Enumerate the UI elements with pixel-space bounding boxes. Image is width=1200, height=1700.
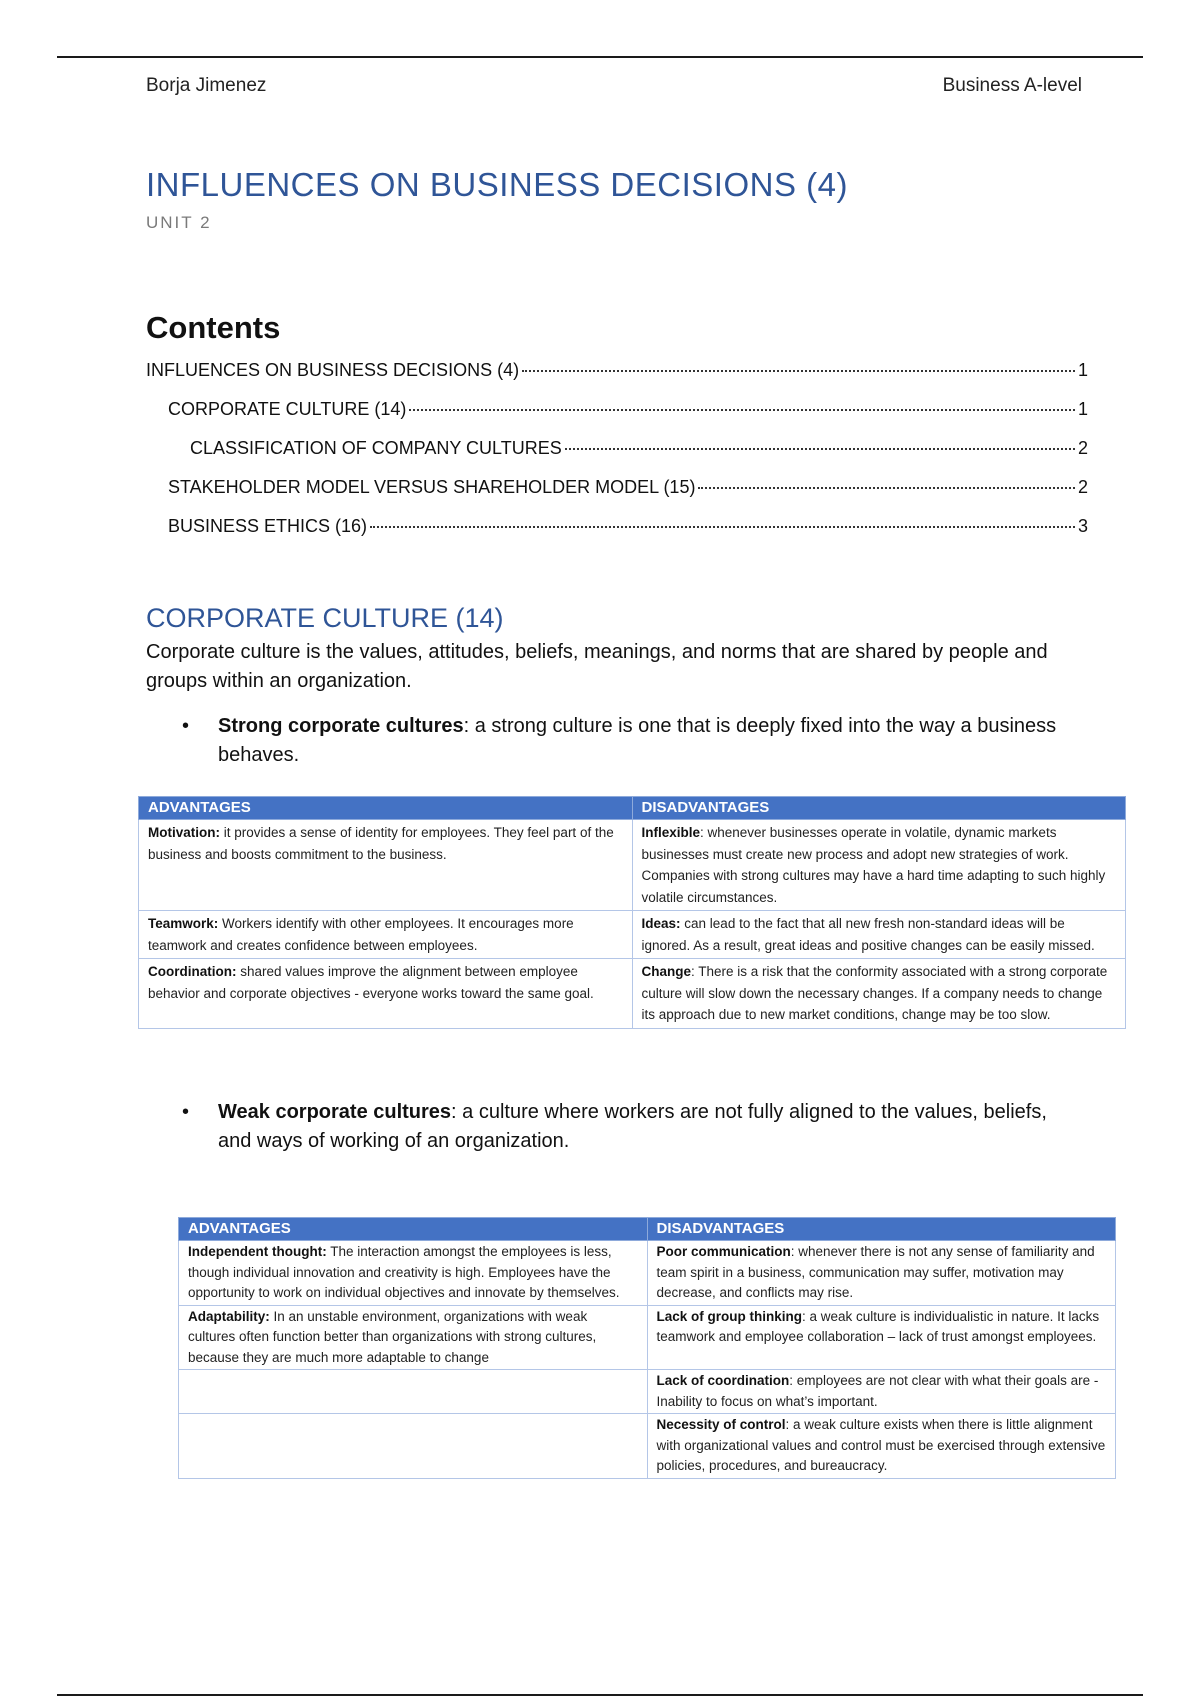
- bullet-term: Strong corporate cultures: [218, 715, 464, 737]
- cell-text: it provides a sense of identity for employees. They feel part of the business and boosts commitment to the business.: [148, 825, 614, 862]
- toc-leader: [565, 448, 1075, 450]
- table-header-row: [179, 1218, 1116, 1241]
- footer-rule: [57, 1694, 1143, 1696]
- header-rule: [57, 56, 1143, 58]
- bullet-dot-icon: •: [182, 715, 190, 737]
- table-row: [179, 1370, 1116, 1414]
- cell-text: : whenever there is not any sense of familiarity and team spirit in a business, communication may suffer, motivation may decrease, and conflicts may rise.: [656, 1244, 1095, 1300]
- header-course: Business A-level: [942, 75, 1082, 96]
- cell-term: Coordination:: [148, 964, 237, 979]
- disadvantage-cell: [632, 911, 1126, 959]
- cell-term: Lack of coordination: [656, 1373, 790, 1388]
- table-row: [139, 820, 1126, 911]
- table-row: [179, 1414, 1116, 1479]
- header-author: Borja Jimenez: [146, 75, 267, 96]
- toc-entry-label: BUSINESS ETHICS (16): [168, 516, 368, 536]
- toc-entry-label: STAKEHOLDER MODEL VERSUS SHAREHOLDER MODEL (15): [168, 477, 696, 497]
- advantage-cell: [179, 1241, 648, 1306]
- cell-term: Motivation:: [148, 825, 220, 840]
- advantage-cell: [179, 1305, 648, 1370]
- disadvantage-cell: [647, 1241, 1116, 1306]
- toc-entry-label: INFLUENCES ON BUSINESS DECISIONS (4): [146, 360, 520, 380]
- toc-entry-label: CLASSIFICATION OF COMPANY CULTURES: [190, 438, 562, 458]
- disadvantage-cell: [632, 959, 1126, 1029]
- document-title: INFLUENCES ON BUSINESS DECISIONS (4): [146, 166, 848, 203]
- cell-term: Inflexible: [641, 825, 701, 840]
- disadvantage-cell: [647, 1370, 1116, 1414]
- toc-entry-page: 3: [1077, 516, 1088, 536]
- toc-entry-label: CORPORATE CULTURE (14): [168, 399, 407, 419]
- cell-text: The interaction amongst the employees is less, though individual innovation and creativity is high. Employees have the opportunity to work on individual objectives and innovate by themselves.: [188, 1244, 620, 1300]
- toc-leader: [370, 526, 1075, 528]
- cell-text: shared values improve the alignment between employee behavior and corporate objectives - everyone works toward the same goal.: [148, 964, 594, 1001]
- table-row: [139, 911, 1126, 959]
- bullet-dot-icon: •: [182, 1101, 190, 1123]
- cell-text: Workers identify with other employees. It encourages more teamwork and creates confidence between employees.: [148, 916, 574, 953]
- cell-text: : whenever businesses operate in volatile, dynamic markets businesses must create new process and adopt new strategies of work. Companies with strong cultures may have a hard time adapting to such highly volatile circumstances.: [641, 825, 1106, 905]
- toc-entry-page: 2: [1077, 477, 1088, 497]
- advantage-cell: [179, 1370, 648, 1414]
- section-heading: CORPORATE CULTURE (14): [146, 603, 504, 633]
- cell-text: can lead to the fact that all new fresh non-standard ideas will be ignored. As a result, great ideas and positive changes can be easily missed.: [641, 916, 1095, 953]
- cell-term: Lack of group thinking: [656, 1308, 802, 1324]
- cell-term: Necessity of control: [656, 1417, 786, 1432]
- disadvantage-cell: [647, 1414, 1116, 1479]
- toc-entry[interactable]: [146, 360, 1088, 399]
- cell-text: : a weak culture is individualistic in nature. It lacks teamwork and employee collaboration – lack of trust amongst employees.: [656, 1308, 1100, 1344]
- toc-leader: [522, 370, 1075, 372]
- toc-entry-page: 1: [1077, 399, 1088, 419]
- cell-term: Ideas:: [641, 916, 681, 931]
- cell-text: : There is a risk that the conformity associated with a strong corporate culture will slow down the necessary changes. If a company needs to change its approach due to new market conditions, change may be too slow.: [641, 964, 1108, 1022]
- toc-entry[interactable]: [146, 399, 1088, 438]
- disadvantage-cell: [632, 820, 1126, 911]
- contents-heading: Contents: [146, 310, 281, 345]
- cell-text: In an unstable environment, organizations with weak cultures often function better than organizations with strong cultures, because they are much more adaptable to change: [188, 1308, 597, 1365]
- document-subtitle: UNIT 2: [146, 213, 212, 232]
- advantage-cell: [139, 911, 633, 959]
- advantage-cell: [179, 1414, 648, 1479]
- toc-entry[interactable]: [146, 438, 1088, 477]
- table-row: [179, 1305, 1116, 1370]
- disadvantages-header: DISADVANTAGES: [632, 797, 1126, 820]
- disadvantage-cell: [647, 1305, 1116, 1370]
- advantages-header: ADVANTAGES: [139, 797, 633, 820]
- cell-text: : a weak culture exists when there is little alignment with organizational values and control must be exercised through extensive policies, procedures, and bureaucracy.: [656, 1417, 1106, 1473]
- table-row: [179, 1241, 1116, 1306]
- advantages-header: ADVANTAGES: [179, 1218, 648, 1241]
- weak-culture-table: [178, 1217, 1116, 1479]
- advantage-cell: [139, 959, 633, 1029]
- cell-term: Change: [641, 964, 692, 979]
- bullet-term: Weak corporate cultures: [218, 1101, 452, 1123]
- cell-term: Poor communication: [656, 1244, 791, 1259]
- cell-term: Independent thought:: [188, 1244, 327, 1259]
- table-header-row: [139, 797, 1126, 820]
- bullet-definition: : a culture where workers are not fully aligned to the values, beliefs, and ways of working of an organization.: [218, 1101, 1047, 1152]
- table-of-contents: [146, 360, 1088, 555]
- cell-text: : employees are not clear with what their goals are - Inability to focus on what’s important.: [656, 1373, 1099, 1409]
- toc-entry[interactable]: [146, 516, 1088, 555]
- cell-term: Teamwork:: [148, 916, 219, 931]
- toc-leader: [698, 487, 1075, 489]
- toc-leader: [409, 409, 1075, 411]
- table-row: [139, 959, 1126, 1029]
- bullet-definition: : a strong culture is one that is deeply fixed into the way a business behaves.: [218, 715, 1057, 766]
- toc-entry-page: 2: [1077, 438, 1088, 458]
- cell-term: Adaptability:: [188, 1308, 270, 1324]
- section-intro: Corporate culture is the values, attitudes, beliefs, meanings, and norms that are shared by people and groups within an organization.: [146, 641, 1048, 692]
- strong-culture-table: [138, 796, 1126, 1029]
- disadvantages-header: DISADVANTAGES: [647, 1218, 1116, 1241]
- toc-entry[interactable]: [146, 477, 1088, 516]
- advantage-cell: [139, 820, 633, 911]
- toc-entry-page: 1: [1077, 360, 1088, 380]
